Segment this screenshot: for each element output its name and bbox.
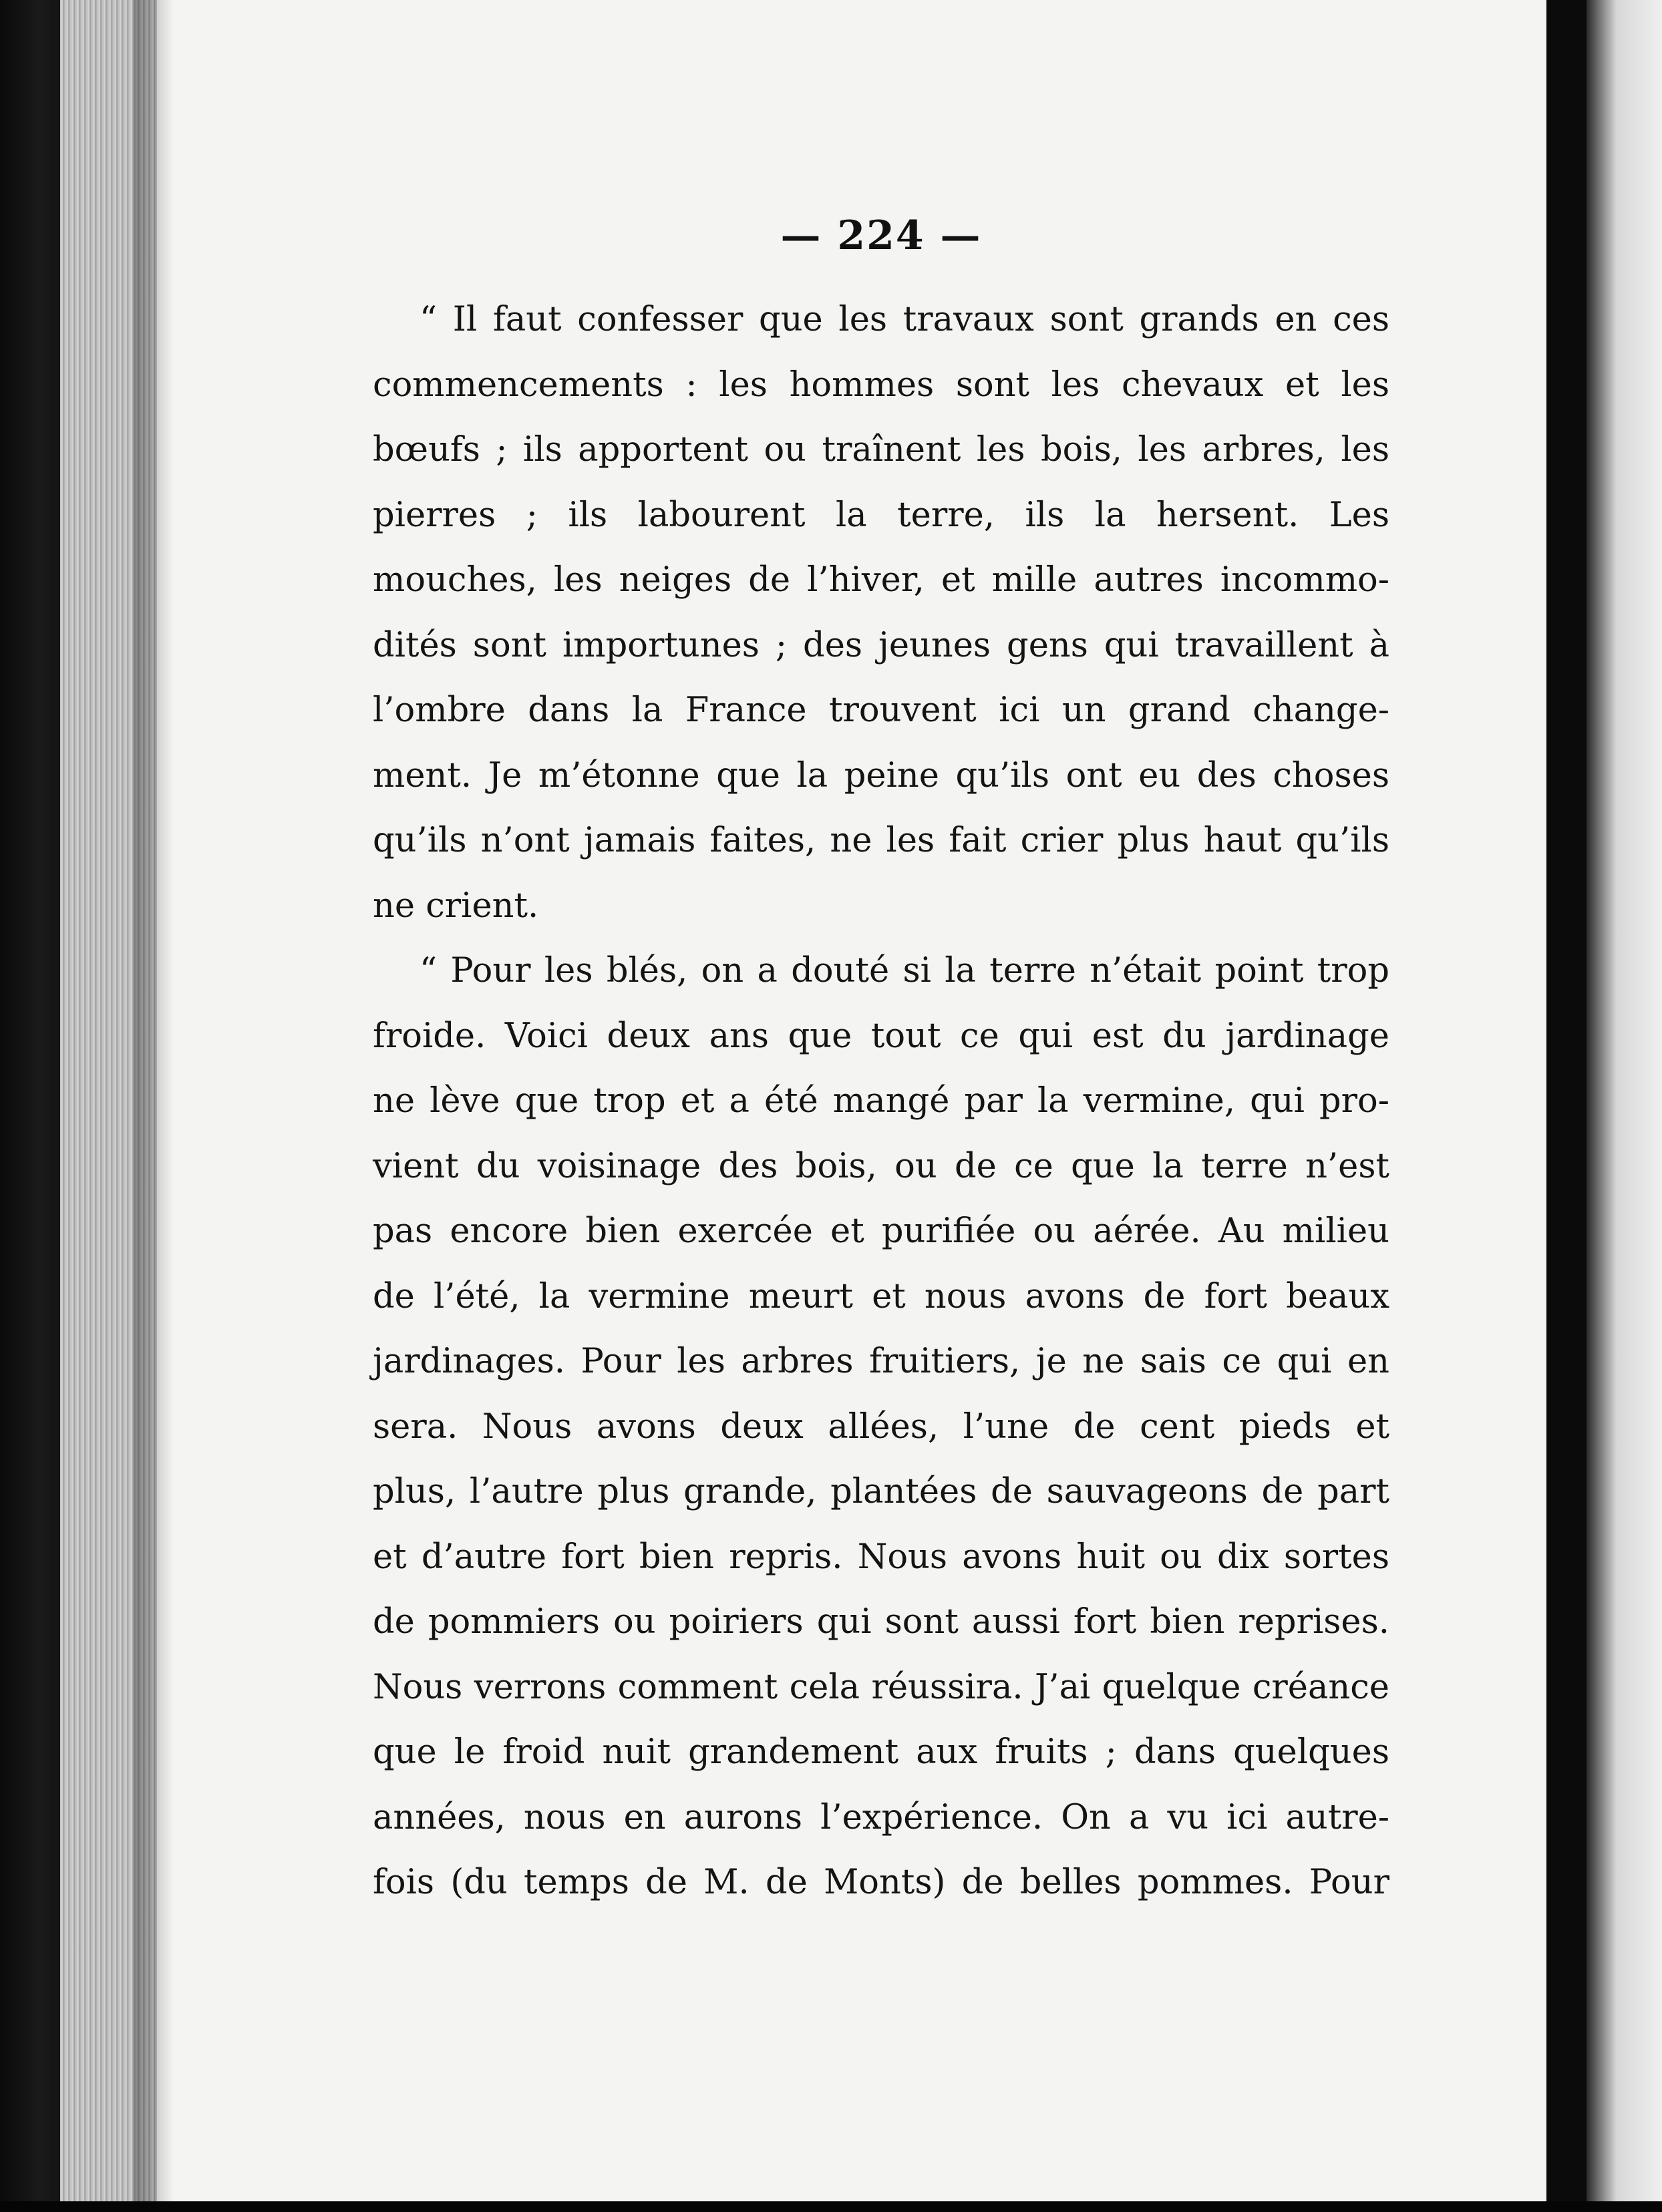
facing-page-sliver <box>1587 0 1662 2212</box>
text-line: pierres ; ils labourent la terre, ils la hersent. Les <box>373 495 1389 535</box>
text-line: bœufs ; ils apportent ou traînent les bois, les arbres, les <box>373 430 1389 470</box>
text-line: pas encore bien exercée et purifiée ou aérée. Au milieu <box>373 1212 1389 1251</box>
text-line: ne lève que trop et a été mangé par la vermine, qui pro- <box>373 1081 1389 1121</box>
page-number: — 224 — <box>780 212 982 259</box>
text-line: mouches, les neiges de l’hiver, et mille autres incommo- <box>373 560 1389 600</box>
text-line: et d’autre fort bien repris. Nous avons huit ou dix sortes <box>373 1537 1389 1577</box>
scan-border-right <box>1546 0 1662 2212</box>
text-line: fois (du temps de M. de Monts) de belles pommes. Pour <box>373 1863 1389 1902</box>
text-line: dités sont importunes ; des jeunes gens qui travaillent à <box>373 625 1389 665</box>
text-line: qu’ils n’ont jamais faites, ne les fait crier plus haut qu’ils <box>373 821 1389 860</box>
text-line: de l’été, la vermine meurt et nous avons de fort beaux <box>373 1276 1389 1316</box>
text-line: commencements : les hommes sont les chevaux et les <box>373 365 1389 405</box>
text-line: sera. Nous avons deux allées, l’une de cent pieds et <box>373 1407 1389 1447</box>
text-line: Nous verrons comment cela réussira. J’ai quelque créance <box>373 1667 1389 1707</box>
text-line: plus, l’autre plus grande, plantées de sauvageons de part <box>373 1472 1389 1511</box>
text-line: ment. Je m’étonne que la peine qu’ils ont eu des choses <box>373 755 1389 795</box>
text-line: vient du voisinage des bois, ou de ce que la terre n’est <box>373 1146 1389 1186</box>
text-line: ne crient. <box>373 886 539 926</box>
text-line: jardinages. Pour les arbres fruitiers, je ne sais ce qui en <box>373 1342 1389 1381</box>
text-line: de pommiers ou poiriers qui sont aussi fort bien reprises. <box>373 1602 1389 1642</box>
text-line: froide. Voici deux ans que tout ce qui est du jardinage <box>373 1016 1389 1056</box>
text-line: “ Il faut confesser que les travaux sont grands en ces <box>420 300 1389 339</box>
text-line: que le froid nuit grandement aux fruits ; dans quelques <box>373 1732 1389 1772</box>
text-line: “ Pour les blés, on a douté si la terre n’était point trop <box>420 951 1389 990</box>
text-line: l’ombre dans la France trouvent ici un grand change- <box>373 691 1389 730</box>
gutter-shadow <box>134 0 174 2212</box>
body-text <box>373 287 1389 1915</box>
text-line: années, nous en aurons l’expérience. On a vu ici autre- <box>373 1797 1389 1837</box>
scan-border-bottom <box>0 2201 1662 2212</box>
